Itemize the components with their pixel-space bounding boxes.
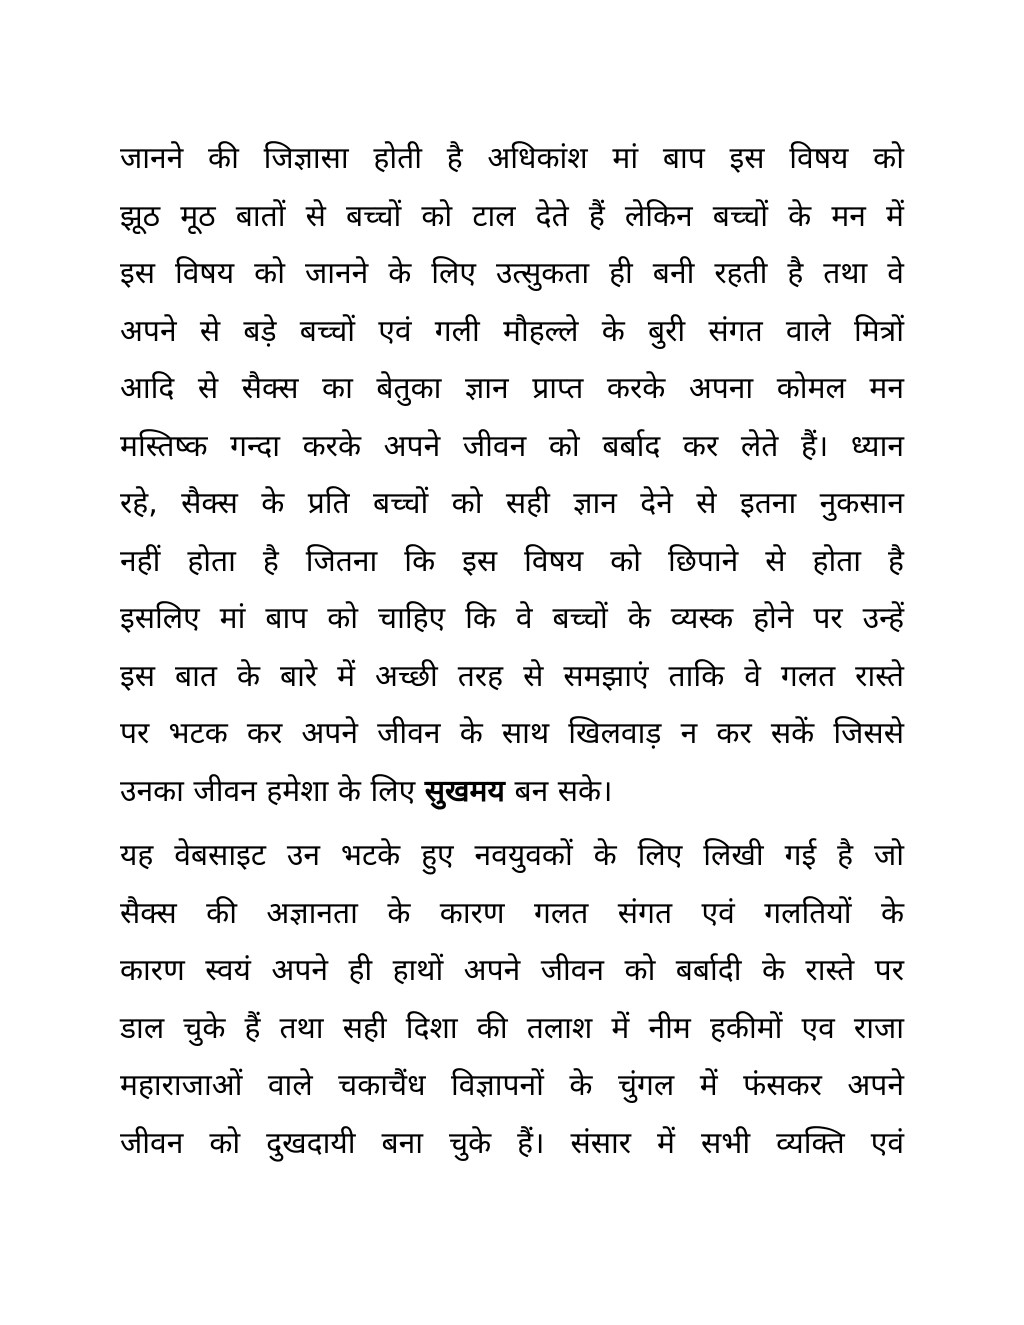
paragraph-line: जीवन को दुखदायी बना चुके हैं। संसार में सभी व्यक्ति एवं [120,1125,904,1161]
paragraph-line: डाल चुके हैं तथा सही दिशा की तलाश में नीम हकीमों एव राजा [120,1010,904,1046]
paragraph-line: रहे, सैक्स के प्रति बच्चों को सही ज्ञान देने से इतना नुकसान [120,486,904,521]
paragraph-line: इस विषय को जानने के लिए उत्सुकता ही बनी रहती है तथा वे [120,256,904,291]
paragraph-line: अपने से बड़े बच्चों एवं गली मौहल्ले के बुरी संगत वाले मित्रों [120,313,904,349]
paragraph-line: महाराजाओं वाले चकाचैंध विज्ञापनों के चुंगल में फंसकर अपने [120,1068,904,1103]
last-line-text-before: उनका जीवन हमेशा के लिए [120,773,425,809]
paragraph-line: इस बात के बारे में अच्छी तरह से समझाएं ताकि वे गलत रास्ते [120,658,904,694]
paragraph-line: मस्तिष्क गन्दा करके अपने जीवन को बर्बाद कर लेते हैं। ध्यान [120,428,904,464]
paragraph-line: झूठ मूठ बातों से बच्चों को टाल देते हैं लेकिन बच्चों के मन में [120,198,904,234]
paragraph-line: पर भटक कर अपने जीवन के साथ खिलवाड़ न कर सकें जिससे [120,716,904,751]
paragraph-line: नहीं होता है जितना कि इस विषय को छिपाने से होता है [120,543,904,579]
paragraph-last-line [120,763,904,821]
paragraph-line: कारण स्वयं अपने ही हाथों अपने जीवन को बर्बादी के रास्ते पर [120,953,904,988]
paragraph-line: सैक्स की अज्ञानता के कारण गलत संगत एवं गलतियों के [120,895,904,931]
paragraph-line: इसलिए मां बाप को चाहिए कि वे बच्चों के व्यस्क होने पर उन्हें [120,601,904,636]
paragraph-line: आदि से सैक्स का बेतुका ज्ञान प्राप्त करके अपना कोमल मन [120,371,904,406]
paragraph-line: यह वेबसाइट उन भटके हुए नवयुवकों के लिए लिखी गई है जो [120,838,904,873]
paragraph-2 [120,827,904,1172]
paragraph-line: जानने की जिज्ञासा होती है अधिकांश मां बाप इस विषय को [120,141,904,176]
paragraph-1 [120,130,904,820]
bold-word: सुखमय [424,773,505,809]
last-line-text-after: बन सके। [504,773,613,809]
